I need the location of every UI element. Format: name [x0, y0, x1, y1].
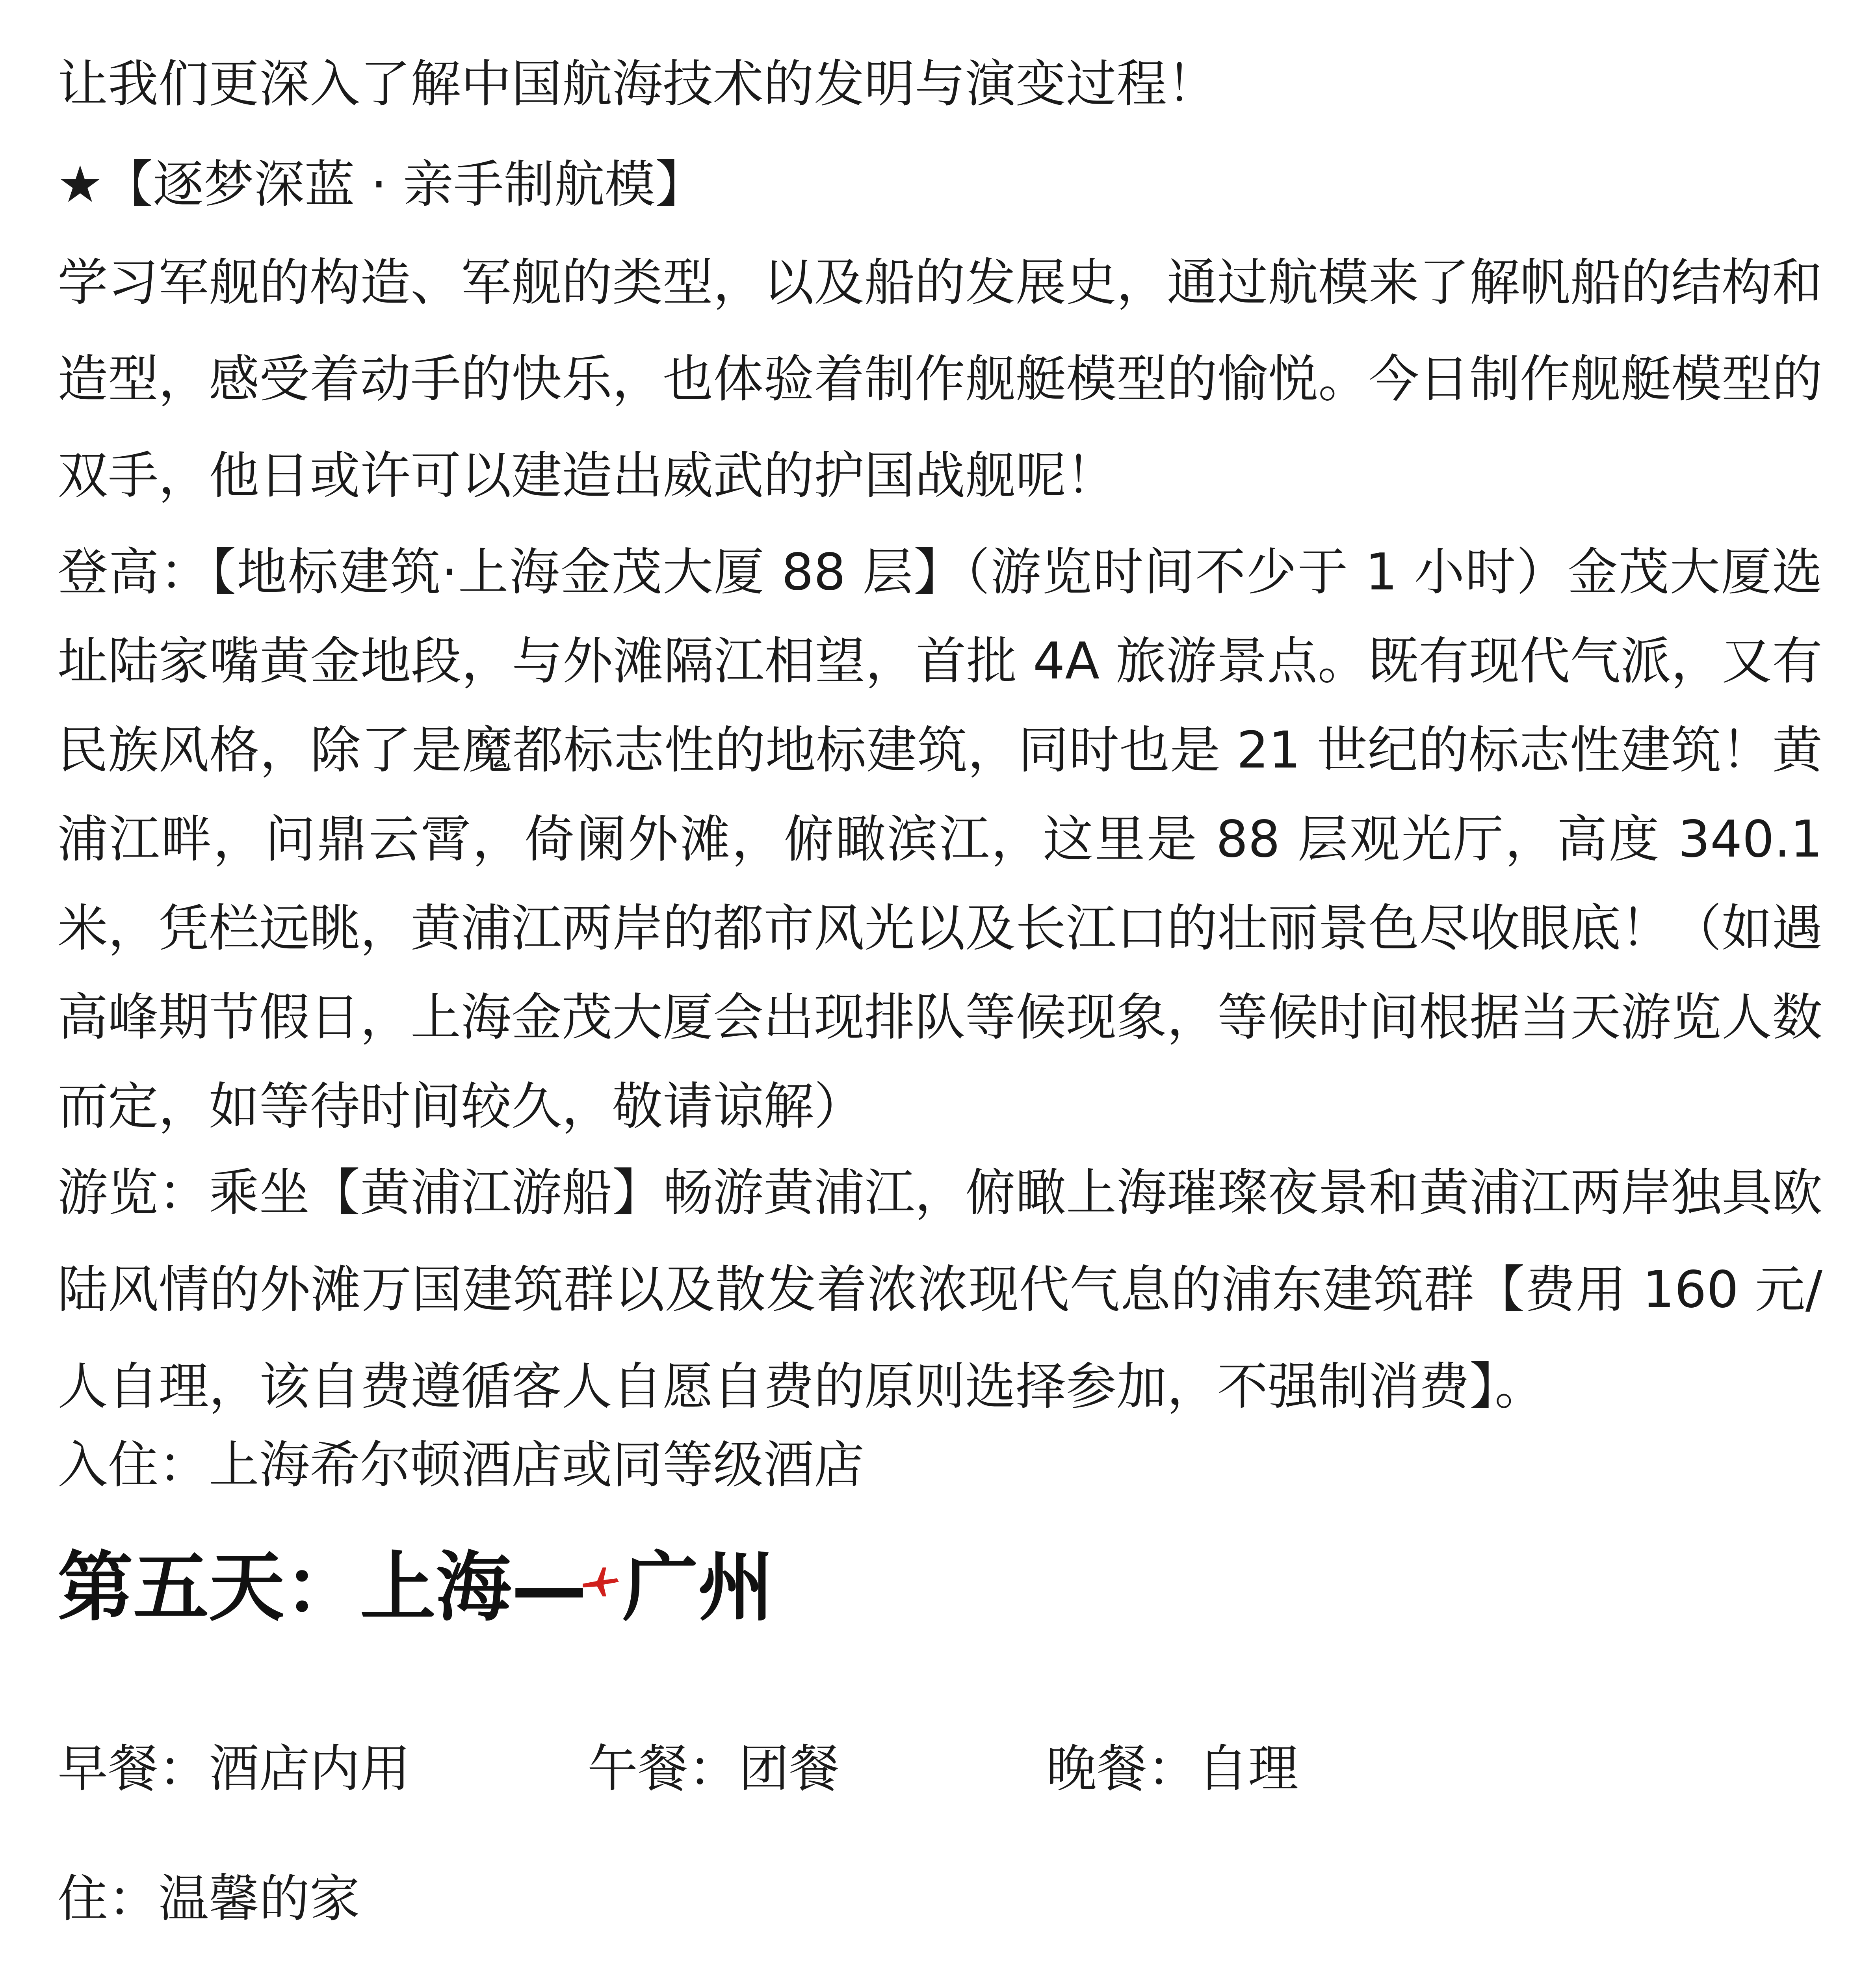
climb-jinmao-description: 登高：【地标建筑·上海金茂大厦 88 层】（游览时间不少于 1 小时）金茂大厦选址陆家嘴黄金地段，与外滩隔江相望，首批 4A 旅游景点。既有现代气派，又有民族风格，除了是魔都标志性的地标建筑，同时也是 21 世纪的标志性建筑！黄浦江畔，问鼎云霄，倚阑外滩，俯瞰滨江，这里是 88 层观光厅，高度 340.1 米，凭栏远眺，黄浦江两岸的都市风光以及长江口的壮丽景色尽收眼底！（如遇高峰期节假日，上海金茂大厦会出现排队等候现象，等候时间根据当天游览人数而定，如等待时间较久，敬请谅解） — [58, 543, 1823, 1136]
day-five-title-start: 第五天：上海— — [58, 1544, 587, 1632]
lodging-line: 住：温馨的家 — [58, 1870, 360, 1928]
breakfast-info: 早餐：酒店内用 — [58, 1740, 411, 1798]
cruise-description: 游览：乘坐【黄浦江游船】畅游黄浦江，俯瞰上海璀璨夜景和黄浦江两岸独具欧陆风情的外滩万国建筑群以及散发着浓浓现代气息的浦东建筑群【费用 160 元/人自理，该自费遵循客人自愿自费的原则选择参加，不强制消费】。 — [58, 1163, 1823, 1416]
intro-line: 让我们更深入了解中国航海技术的发明与演变过程！ — [58, 55, 1218, 113]
lunch-info: 午餐：团餐 — [587, 1740, 840, 1798]
day-five-heading — [58, 1537, 774, 1639]
activity-title: ★【逐梦深蓝 · 亲手制航模】 — [58, 155, 706, 214]
activity-description: 学习军舰的构造、军舰的类型，以及船的发展史，通过航模来了解帆船的结构和造型，感受着动手的快乐，也体验着制作舰艇模型的愉悦。今日制作舰艇模型的双手，他日或许可以建造出威武的护国战舰呢！ — [58, 253, 1823, 505]
airplane-icon — [587, 1548, 622, 1627]
day-five-title-end: 广州 — [622, 1544, 774, 1632]
dinner-info: 晚餐：自理 — [1046, 1740, 1299, 1798]
stay-line: 入住：上海希尔顿酒店或同等级酒店 — [58, 1436, 865, 1494]
